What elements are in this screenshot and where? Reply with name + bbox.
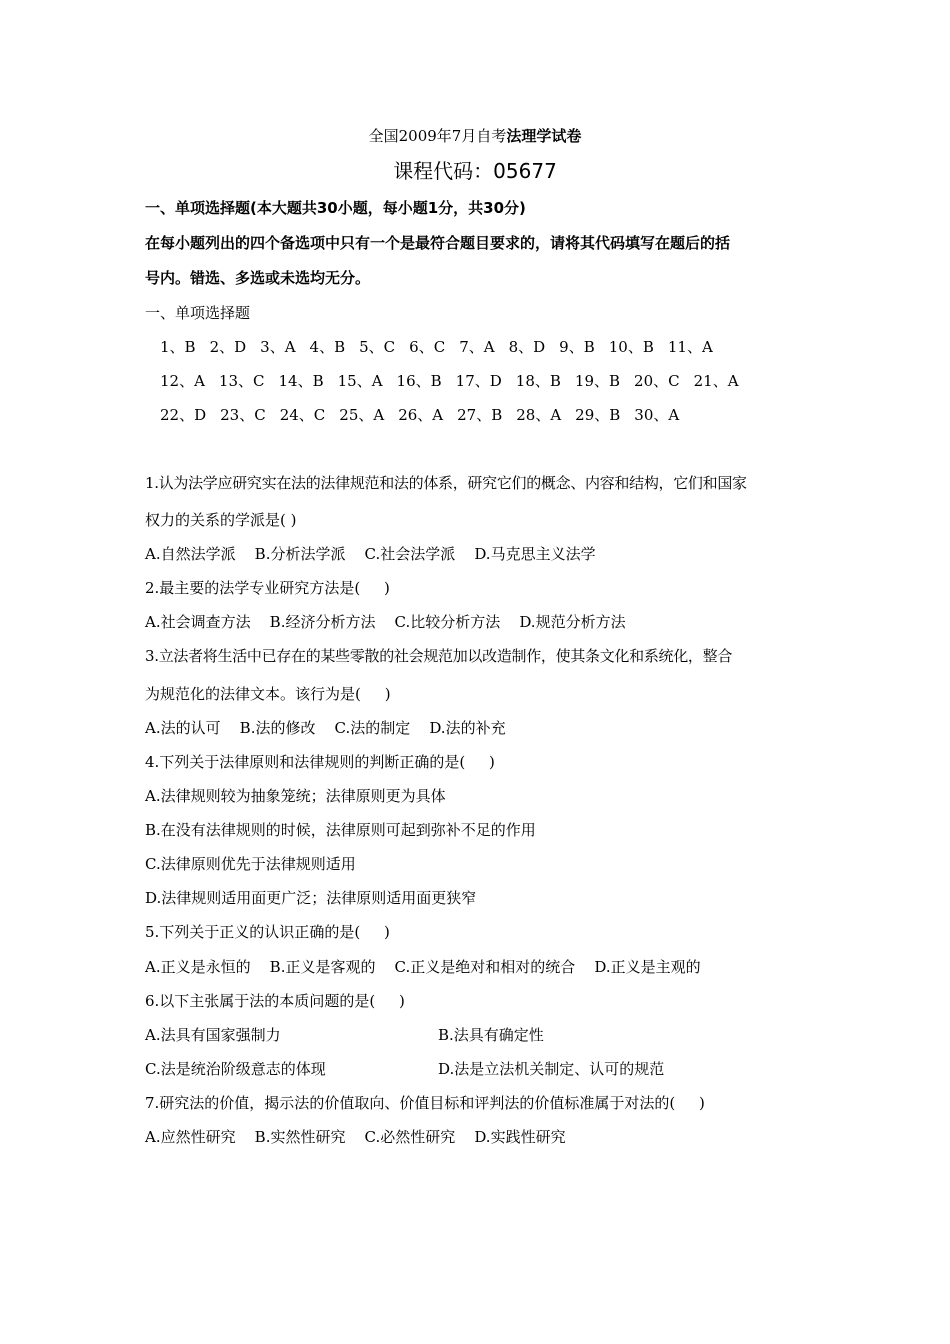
answer-item: 8、D [508,338,546,356]
question-7-options: A.应然性研究 B.实然性研究 C.必然性研究 D.实践性研究 [145,1128,566,1146]
answer-item: 11、A [667,338,713,356]
question-2-options: A.社会调查方法 B.经济分析方法 C.比较分析方法 D.规范分析方法 [145,613,626,631]
instruction-line-2: 号内。错选、多选或未选均无分。 [145,269,371,287]
question-1-options: A.自然法学派 B.分析法学派 C.社会法学派 D.马克思主义法学 [145,545,596,563]
answers-heading: 一、单项选择题 [145,304,251,322]
question-3-line-1: 3.立法者将生活中已存在的某些零散的社会规范加以改造制作，使其条文化和系统化，整合 [145,647,733,665]
answer-item: 3、A [260,338,296,356]
answer-item: 27、B [457,406,503,424]
answer-item: 21、A [693,372,739,390]
answer-item: 26、A [398,406,444,424]
question-5: 5.下列关于正义的认识正确的是( ) [145,923,390,941]
question-4-option-c: C.法律原则优先于法律规则适用 [145,855,356,873]
question-4: 4.下列关于法律原则和法律规则的判断正确的是( ) [145,753,495,771]
course-code: 课程代码：05677 [393,159,557,183]
answer-item: 14、B [278,372,324,390]
answer-item: 23、C [220,406,266,424]
answer-item: 4、B [309,338,346,356]
answer-item: 19、B [574,372,621,390]
exam-title-bold: 法理学试卷 [506,127,582,145]
question-5-options: A.正义是永恒的 B.正义是客观的 C.正义是绝对和相对的统合 D.正义是主观的 [145,958,701,976]
answer-item: 18、B [515,372,561,390]
answer-item: 9、B [559,338,595,356]
answer-item: 1、B [160,338,196,356]
question-3-options: A.法的认可 B.法的修改 C.法的制定 D.法的补充 [145,719,506,737]
question-6-option-b: B.法具有确定性 [438,1026,544,1044]
question-6-option-c: C.法是统治阶级意志的体现 [145,1060,326,1078]
answer-item: 29、B [575,406,621,424]
question-6: 6.以下主张属于法的本质问题的是( ) [145,992,405,1010]
question-3-line-2: 为规范化的法律文本。该行为是( ) [145,685,391,703]
answer-item: 12、A [160,372,205,390]
answer-item: 20、C [634,372,680,390]
question-4-option-b: B.在没有法律规则的时候，法律原则可起到弥补不足的作用 [145,821,536,839]
answer-item: 17、D [455,372,502,390]
answer-item: 30、A [634,406,680,424]
question-1-line-2: 权力的关系的学派是( ) [145,511,297,529]
answer-item: 6、C [409,338,446,356]
answer-item: 13、C [218,372,265,390]
question-4-option-d: D.法律规则适用面更广泛；法律原则适用面更狭窄 [145,889,477,907]
answer-item: 25、A [339,406,385,424]
answer-item: 15、A [337,372,383,390]
question-6-options-row-1 [145,1025,815,1045]
answer-item: 16、B [396,372,442,390]
section-heading: 一、单项选择题(本大题共30小题，每小题1分，共30分) [145,199,526,217]
answer-item: 28、A [516,406,562,424]
answer-item: 5、C [359,338,396,356]
question-1-line-1: 1.认为法学应研究实在法的法律规范和法的体系，研究它们的概念、内容和结构，它们和国家 [145,474,747,492]
question-7: 7.研究法的价值，揭示法的价值取向、价值目标和评判法的价值标准属于对法的( ) [145,1094,705,1112]
question-2: 2.最主要的法学专业研究方法是( ) [145,579,390,597]
answer-row-2 [160,371,830,391]
answer-row-3 [160,405,830,425]
answer-row-1 [160,337,830,357]
answer-item: 10、B [608,338,654,356]
answer-item: 2、D [209,338,247,356]
question-6-option-a: A.法具有国家强制力 [145,1026,281,1044]
exam-title-prefix: 全国2009年7月自考 [368,127,507,145]
question-6-options-row-2 [145,1059,815,1079]
answer-item: 7、A [459,338,495,356]
question-4-option-a: A.法律规则较为抽象笼统；法律原则更为具体 [145,787,446,805]
question-6-option-d: D.法是立法机关制定、认可的规范 [438,1060,665,1078]
answer-item: 22、D [160,406,207,424]
exam-title [0,126,950,146]
instruction-line-1: 在每小题列出的四个备选项中只有一个是最符合题目要求的，请将其代码填写在题后的括 [145,234,731,252]
answer-item: 24、C [279,406,326,424]
